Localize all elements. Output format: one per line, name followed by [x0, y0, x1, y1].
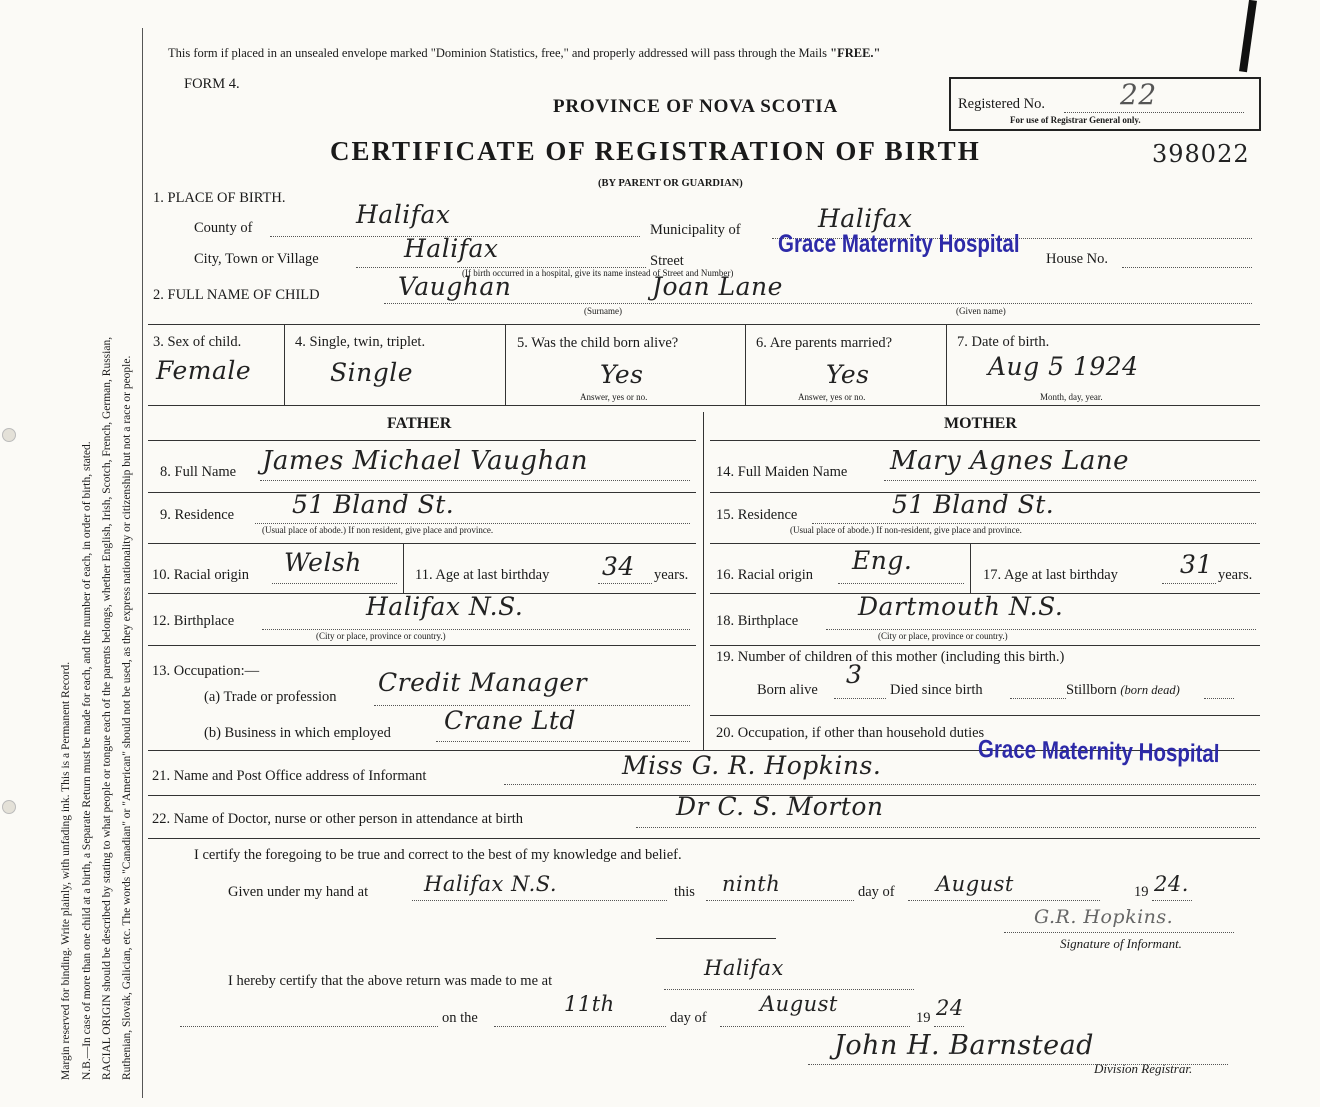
mother-heading: MOTHER — [944, 415, 1017, 432]
city-label: City, Town or Village — [194, 251, 319, 267]
margin-note-racial-origin-1: RACIAL ORIGIN should be described by stating to what people or tongue each of the parents belongs, whether English, Irish, Scotch, French, German, Russian, — [101, 336, 113, 1080]
born-alive-count-label: Born alive — [757, 682, 818, 698]
mother-birthplace-label: 18. Birthplace — [716, 613, 799, 629]
mother-residence-note: (Usual place of abode.) If non-resident, give place and province. — [790, 525, 1022, 535]
mother-age-line — [1162, 583, 1216, 584]
surname-note: (Surname) — [584, 306, 622, 316]
father-age-unit: years. — [654, 567, 689, 583]
registered-value: 22 — [1120, 78, 1157, 111]
mother-rule-6 — [710, 715, 1260, 716]
father-residence-label: 9. Residence — [160, 507, 235, 523]
father-rule-3 — [148, 543, 696, 544]
father-heading: FATHER — [387, 415, 452, 432]
doctor-label: 22. Name of Doctor, nurse or other person in attendance at birth — [152, 811, 524, 827]
row3-divider-3 — [745, 324, 746, 406]
street-hospital-stamp: Grace Maternity Hospital — [778, 230, 1020, 258]
parents-married-label: 6. Are parents married? — [756, 335, 893, 351]
died-since-birth-label: Died since birth — [890, 682, 983, 698]
parents-center-divider — [703, 412, 704, 750]
father-business-label: (b) Business in which employed — [204, 725, 391, 741]
informant-label: 21. Name and Post Office address of Informant — [152, 768, 427, 784]
father-birthplace-value: Halifax N.S. — [366, 592, 524, 621]
parents-married-note: Answer, yes or no. — [798, 392, 866, 402]
registrar-signature: John H. Barnstead — [834, 1030, 1094, 1061]
punch-hole-bottom — [2, 800, 16, 814]
registrar-on-label: on the — [442, 1010, 478, 1026]
date-of-birth-note: Month, day, year. — [1040, 392, 1103, 402]
year-value: 24. — [1154, 872, 1189, 896]
occupation-hospital-stamp: Grace Maternity Hospital — [977, 735, 1220, 769]
mother-birthplace-note: (City or place, province or country.) — [878, 631, 1008, 641]
mother-rule-5 — [710, 645, 1260, 646]
mother-rule-3 — [710, 543, 1260, 544]
father-trade-value: Credit Manager — [378, 668, 588, 697]
informant-value: Miss G. R. Hopkins. — [622, 751, 882, 780]
mother-racial-value: Eng. — [852, 546, 913, 575]
child-name-label: 2. FULL NAME OF CHILD — [153, 287, 320, 303]
twin-value: Single — [330, 358, 414, 387]
registrar-month-line — [720, 1026, 910, 1027]
informant-signature-line — [1004, 932, 1234, 933]
father-name-line — [260, 480, 690, 481]
father-rule-5 — [148, 645, 696, 646]
father-racial-label: 10. Racial origin — [152, 567, 250, 583]
day-of-label: day of — [858, 884, 895, 900]
place-of-birth-label: 1. PLACE OF BIRTH. — [153, 190, 286, 206]
mother-birthplace-value: Dartmouth N.S. — [858, 592, 1064, 621]
registrar-on-value: 11th — [564, 992, 615, 1016]
stillborn-line — [1204, 698, 1234, 699]
mother-birthplace-line — [826, 629, 1256, 630]
registered-line — [1064, 112, 1244, 113]
registrar-place-line — [664, 989, 914, 990]
child-name-line — [384, 303, 1252, 304]
doctor-line — [636, 827, 1256, 828]
given-name-note: (Given name) — [956, 306, 1006, 316]
born-alive-note: Answer, yes or no. — [580, 392, 648, 402]
mother-racial-label: 16. Racial origin — [716, 567, 814, 583]
row3-top-rule — [148, 324, 1260, 325]
registrar-caption: Division Registrar. — [1094, 1061, 1193, 1076]
mother-age-divider — [970, 543, 971, 593]
father-business-value: Crane Ltd — [444, 706, 576, 735]
registrar-statement: I hereby certify that the above return was made to me at — [228, 973, 553, 989]
father-name-label: 8. Full Name — [160, 464, 237, 480]
mother-residence-label: 15. Residence — [716, 507, 798, 523]
father-age-divider — [403, 543, 404, 593]
stillborn-label: Stillborn (born dead) — [1066, 682, 1180, 698]
mother-racial-line — [838, 583, 964, 584]
binding-margin-line — [142, 28, 143, 1098]
mother-residence-line — [812, 523, 1256, 524]
father-birthplace-note: (City or place, province or country.) — [316, 631, 446, 641]
certify-statement: I certify the foregoing to be true and correct to the best of my knowledge and belief. — [194, 847, 682, 863]
died-since-birth-line — [1010, 698, 1066, 699]
mother-name-line — [884, 480, 1256, 481]
this-day-line — [706, 900, 854, 901]
born-alive-question-label: 5. Was the child born alive? — [517, 335, 679, 351]
row3-divider-1 — [284, 324, 285, 406]
informant-line — [504, 784, 1256, 785]
born-alive-count-value: 3 — [846, 660, 863, 689]
father-racial-value: Welsh — [284, 548, 362, 577]
registrar-on-line — [494, 1026, 666, 1027]
row3-bottom-rule — [148, 405, 1260, 406]
margin-note-racial-origin-2: Ruthenian, Slovak, Galician, etc. The words "Canadian" or "American" should not be used, as they express nationality or citizenship but not a race or people. — [121, 355, 133, 1080]
registrar-leading-line — [180, 1026, 438, 1027]
mother-occupation-label: 20. Occupation, if other than household duties — [716, 725, 985, 741]
certificate-title: CERTIFICATE OF REGISTRATION OF BIRTH — [330, 136, 981, 166]
house-number-label: House No. — [1046, 251, 1109, 267]
registrar-note: For use of Registrar General only. — [1010, 115, 1141, 125]
separator-rule — [656, 938, 776, 939]
registrar-month-value: August — [760, 992, 838, 1016]
father-residence-value: 51 Bland St. — [292, 490, 455, 519]
registrar-day-of-label: day of — [670, 1010, 707, 1026]
father-age-line — [598, 583, 652, 584]
born-alive-answer: Yes — [600, 360, 644, 389]
this-day-value: ninth — [722, 872, 781, 896]
father-rule-1 — [148, 440, 696, 441]
father-business-line — [436, 741, 690, 742]
this-label: this — [674, 884, 695, 900]
margin-note-multiple-births: N.B.—In case of more than one child at a birth, a Separate Return must be made for each, and the number of each, in order of birth, stated. — [81, 441, 93, 1080]
child-given-value: Joan Lane — [652, 272, 783, 301]
father-age-value: 34 — [602, 552, 635, 581]
father-trade-label: (a) Trade or profession — [204, 689, 337, 705]
county-value: Halifax — [356, 200, 451, 229]
father-birthplace-label: 12. Birthplace — [152, 613, 235, 629]
father-name-value: James Michael Vaughan — [262, 446, 589, 476]
municipality-value: Halifax — [818, 204, 913, 233]
certificate-subtitle: (BY PARENT OR GUARDIAN) — [598, 178, 743, 189]
father-residence-line — [255, 523, 690, 524]
father-residence-note: (Usual place of abode.) If non resident, give place and province. — [262, 525, 494, 535]
street-label: Street — [650, 253, 684, 269]
registrar-place-value: Halifax — [704, 956, 784, 980]
row3-divider-4 — [946, 324, 947, 406]
doctor-value: Dr C. S. Morton — [676, 792, 884, 821]
mother-age-label: 17. Age at last birthday — [983, 567, 1118, 583]
date-of-birth-label: 7. Date of birth. — [957, 334, 1050, 350]
father-occupation-label: 13. Occupation:— — [152, 663, 260, 679]
date-of-birth-value: Aug 5 1924 — [988, 352, 1139, 381]
informant-signature: G.R. Hopkins. — [1034, 906, 1174, 928]
sex-value: Female — [156, 356, 252, 385]
given-place-value: Halifax N.S. — [424, 872, 558, 896]
margin-note-binding: Margin reserved for binding. Write plainly, with unfading ink. This is a Permanent Record. — [60, 661, 72, 1080]
county-label: County of — [194, 220, 253, 236]
mother-rule-1 — [710, 440, 1260, 441]
mother-age-unit: years. — [1218, 567, 1253, 583]
doctor-rule — [148, 838, 1260, 839]
city-value: Halifax — [404, 234, 499, 263]
registrar-year-prefix: 19 — [916, 1010, 931, 1026]
child-surname-value: Vaughan — [398, 272, 512, 301]
row3-divider-2 — [505, 324, 506, 406]
mother-age-value: 31 — [1180, 550, 1213, 579]
certificate-number: 398022 — [1152, 140, 1250, 168]
month-value: August — [936, 872, 1014, 896]
registrar-year-value: 24 — [936, 996, 964, 1020]
informant-signature-caption: Signature of Informant. — [1060, 936, 1182, 951]
hospital-note: (If birth occurred in a hospital, give its name instead of Street and Number) — [462, 268, 734, 278]
parents-married-answer: Yes — [826, 360, 870, 389]
mother-children-label: 19. Number of children of this mother (including this birth.) — [716, 649, 1065, 665]
born-alive-count-line — [834, 698, 886, 699]
punch-hole-top — [2, 428, 16, 442]
mother-name-label: 14. Full Maiden Name — [716, 464, 848, 480]
year-line — [1152, 900, 1192, 901]
given-at-label: Given under my hand at — [228, 884, 369, 900]
year-prefix: 19 — [1134, 884, 1149, 900]
mother-name-value: Mary Agnes Lane — [890, 446, 1130, 476]
ink-mark — [1239, 0, 1257, 72]
father-racial-line — [272, 583, 397, 584]
sex-label: 3. Sex of child. — [153, 334, 242, 350]
given-place-line — [412, 900, 667, 901]
father-birthplace-line — [262, 629, 690, 630]
mother-residence-value: 51 Bland St. — [892, 490, 1055, 519]
registered-label: Registered No. — [958, 96, 1045, 112]
form-number: FORM 4. — [184, 76, 240, 92]
twin-label: 4. Single, twin, triplet. — [295, 334, 426, 350]
house-number-line — [1122, 267, 1252, 268]
municipality-label: Municipality of — [650, 222, 741, 238]
province-heading: PROVINCE OF NOVA SCOTIA — [553, 96, 838, 117]
registrar-year-line — [934, 1026, 964, 1027]
mail-note: This form if placed in an unsealed envelope marked "Dominion Statistics, free," and properly addressed will pass through the Mails "FREE." — [168, 46, 881, 60]
father-age-label: 11. Age at last birthday — [415, 567, 550, 583]
month-line — [908, 900, 1100, 901]
